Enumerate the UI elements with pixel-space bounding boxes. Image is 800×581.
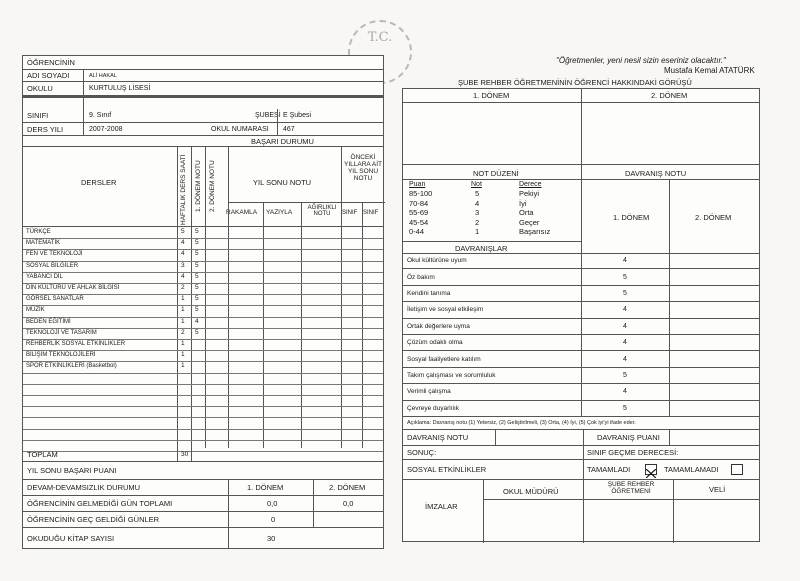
subject-term1-grade: 5 — [195, 261, 199, 269]
behavior-label: Çözüm odaklı olma — [407, 339, 463, 347]
courses-header: DERSLER — [81, 178, 117, 187]
year-value: 2007-2008 — [89, 125, 123, 133]
subject-row — [23, 305, 385, 316]
behavior-label: Sosyal faaliyetlere katılım — [407, 355, 481, 363]
subject-hours: 3 — [181, 261, 185, 269]
absent-days-t2: 0,0 — [343, 499, 354, 508]
class1-header: SINIF — [342, 210, 358, 216]
year-end-score-label: YIL SONU BAŞARI PUANI — [27, 466, 117, 475]
subject-hours: 2 — [181, 328, 185, 336]
school-label: OKULU — [27, 84, 53, 93]
subject-name: DİN KÜLTÜRÜ VE AHLAK BİLGİSİ — [26, 285, 120, 291]
behavior-label: Verimli çalışma — [407, 388, 451, 396]
grading-title: NOT DÜZENİ — [473, 169, 519, 178]
late-days-label: ÖĞRENCİNİN GEÇ GELDİĞİ GÜNLER — [27, 515, 160, 524]
subject-name: FEN VE TEKNOLOJİ — [26, 251, 83, 258]
number-value: 467 — [283, 125, 295, 133]
grading-points: 45-54 — [409, 217, 429, 227]
result-label: SONUÇ: — [407, 448, 437, 457]
subject-hours: 1 — [181, 317, 185, 325]
subject-term1-grade: 5 — [195, 250, 199, 258]
grading-points: 70-84 — [409, 198, 429, 208]
attendance-term2: 2. DÖNEM — [329, 483, 366, 492]
subject-row — [23, 339, 385, 350]
attendance-label: DEVAM-DEVAMSIZLIK DURUMU — [27, 483, 141, 492]
behavior-term1-grade: 4 — [623, 257, 627, 265]
subject-term1-grade: 5 — [195, 272, 199, 280]
subject-row — [23, 227, 385, 238]
name-value: ALİ HAKAL — [89, 72, 117, 79]
behavior-term1-grade: 4 — [623, 306, 627, 314]
behaviors-section: DAVRANIŞLAR — [455, 244, 508, 253]
behavior-note-label: DAVRANIŞ NOTU — [407, 433, 469, 442]
guidance-term2: 2. DÖNEM — [651, 91, 688, 100]
behavior-term1: 1. DÖNEM — [613, 213, 650, 222]
grading-points: 0-44 — [409, 227, 425, 236]
behavior-grade-title: DAVRANIŞ NOTU — [625, 169, 687, 178]
subject-row — [23, 238, 385, 249]
subject-row — [23, 317, 385, 328]
behavior-term1-grade: 4 — [623, 388, 627, 396]
grading-grade: 2 — [475, 217, 480, 227]
grading-grade: 4 — [475, 198, 480, 208]
grading-degree: Pekiyi — [519, 189, 540, 198]
class-value: 9. Sınıf — [89, 112, 112, 119]
behavior-label: Çevreye duyarlılık — [407, 404, 460, 412]
subject-name: YABANCI DİL — [26, 273, 63, 280]
subject-hours: 1 — [181, 362, 185, 370]
subject-row — [23, 361, 385, 372]
subject-name: REHBERLİK SOSYAL ETKİNLİKLER — [26, 341, 126, 347]
behavior-label: Takım çalışması ve sorumluluk — [407, 371, 496, 379]
behavior-term1-grade: 4 — [623, 322, 627, 330]
written-header: YAZIYLA — [266, 209, 293, 216]
subject-term1-grade: 5 — [195, 228, 199, 235]
behavior-term2: 2. DÖNEM — [695, 213, 732, 222]
subject-name: MATEMATİK — [26, 240, 61, 247]
behavior-term1-grade: 5 — [623, 273, 627, 281]
behavior-term1-grade: 4 — [623, 355, 627, 363]
behavior-term1-grade: 5 — [623, 289, 627, 297]
branch-value: E Şubesi — [283, 112, 312, 119]
subject-name: GÖRSEL SANATLAR — [26, 296, 84, 303]
subject-hours: 1 — [181, 306, 185, 314]
subject-row — [23, 294, 385, 305]
quote-author: Mustafa Kemal ATATÜRK — [664, 66, 755, 75]
subject-hours: 4 — [181, 272, 185, 280]
grading-degree-header: Derece — [519, 181, 542, 188]
grading-points: 55-69 — [409, 208, 429, 217]
promotion-label: SINIF GEÇME DERECESİ: — [587, 448, 679, 457]
term2-header: 2. DÖNEM NOTU — [209, 160, 216, 212]
absent-days-label: ÖĞRENCİNİN GELMEDİĞİ GÜN TOPLAMI — [27, 499, 173, 508]
subject-name: TÜRKÇE — [26, 229, 51, 235]
books-label: OKUDUĞU KİTAP SAYISI — [27, 534, 115, 543]
student-grades-panel — [22, 55, 384, 549]
numeric-header: RAKAMLA — [226, 209, 258, 216]
absent-days-t1: 0,0 — [267, 499, 278, 508]
not-completed-checkbox[interactable] — [731, 464, 743, 475]
checked-x-icon — [646, 469, 656, 478]
subject-hours: 4 — [181, 250, 185, 258]
branch-label: ŞUBESİ — [255, 112, 281, 119]
behavior-label: Öz bakım — [407, 273, 435, 281]
subject-row — [23, 272, 385, 283]
behavior-label: Ortak değerlere uyma — [407, 322, 470, 330]
subject-row — [23, 283, 385, 294]
guardian-label: VELİ — [709, 485, 726, 494]
behavior-label: Kendini tanıma — [407, 289, 451, 297]
class-label: SINIFI — [27, 111, 49, 120]
subject-hours: 1 — [181, 340, 185, 347]
grades-section-title: BAŞARI DURUMU — [251, 136, 314, 146]
year-label: DERS YILI — [27, 124, 64, 134]
subject-hours: 4 — [181, 239, 185, 247]
subject-name: BEDEN EĞİTİMİ — [26, 318, 71, 325]
grading-grade: 1 — [475, 227, 480, 236]
subject-term1-grade: 4 — [195, 317, 199, 325]
subject-hours: 2 — [181, 284, 185, 291]
grading-points: 85-100 — [409, 189, 433, 198]
official-stamp: T.C. — [348, 20, 412, 84]
signatures-label: İMZALAR — [425, 502, 458, 511]
subject-term1-grade: 5 — [195, 239, 199, 247]
grading-degree: İyi — [519, 198, 527, 208]
name-label: ADI SOYADI — [27, 71, 70, 80]
guidance-term1: 1. DÖNEM — [473, 91, 510, 100]
subject-name: BİLİŞİM TEKNOLOJİLERİ — [26, 352, 96, 359]
behavior-points-label: DAVRANIŞ PUANI — [597, 433, 660, 442]
subject-hours: 1 — [181, 295, 185, 303]
principal-label: OKUL MÜDÜRÜ — [503, 487, 559, 496]
ataturk-quote: "Öğretmenler, yeni nesil sizin eseriniz olacaktır." — [556, 56, 726, 65]
not-completed-label: TAMAMLAMADI — [664, 465, 719, 474]
subject-hours: 1 — [181, 351, 185, 359]
subject-hours: 5 — [181, 228, 185, 235]
total-hours: 30 — [181, 451, 189, 458]
behavior-note: Açıklama: Davranış notu (1) Yetersiz, (2) Geliştirilmeli, (3) Orta, (4) İyi, (5) Çok iyi'yi ifade eder. — [407, 420, 636, 426]
behavior-label: Okul kültürüne uyum — [407, 257, 467, 265]
subject-row — [23, 249, 385, 260]
subject-name: SPOR ETKİNLİKLERİ (Basketbol) — [26, 363, 117, 370]
behavior-term1-grade: 5 — [623, 371, 627, 379]
grading-points-header: Puan — [409, 181, 426, 188]
grading-degree: Geçer — [519, 217, 540, 227]
subject-term1-grade: 5 — [195, 306, 199, 314]
year-end-header: YIL SONU NOTU — [253, 178, 312, 187]
subject-term1-grade: 5 — [195, 295, 199, 303]
weekly-hours-header: HAFTALIK DERS SAATİ — [180, 154, 187, 226]
teacher-label: ŞUBE REHBER ÖĞRETMENİ — [607, 481, 655, 495]
subject-row — [23, 328, 385, 339]
grading-degree: Başarısız — [519, 227, 551, 236]
subject-term1-grade: 5 — [195, 328, 199, 336]
number-label: OKUL NUMARASI — [211, 125, 269, 133]
attendance-term1: 1. DÖNEM — [247, 483, 284, 492]
subject-name: SOSYAL BİLGİLER — [26, 262, 79, 269]
behavior-label: İletişim ve sosyal etkileşim — [407, 306, 484, 314]
guidance-behavior-panel — [402, 88, 760, 542]
weighted-header: AĞIRLIKLI NOTU — [307, 205, 337, 217]
grading-grade: 3 — [475, 208, 480, 217]
late-days-t1: 0 — [271, 515, 276, 524]
completed-label: TAMAMLADI — [587, 465, 631, 474]
grading-degree: Orta — [519, 208, 534, 217]
subject-row — [23, 261, 385, 272]
term1-header: 1. DÖNEM NOTU — [195, 160, 202, 212]
subject-name: MÜZİK — [26, 307, 45, 314]
behavior-term1-grade: 4 — [623, 339, 627, 347]
grading-grade-header: Not — [471, 181, 482, 188]
class2-header: SINIF — [363, 210, 379, 216]
subject-row — [23, 350, 385, 361]
subject-name: TEKNOLOJİ VE TASARIM — [26, 329, 97, 336]
grading-grade: 5 — [475, 189, 480, 198]
subject-term1-grade: 5 — [195, 284, 199, 291]
total-label: TOPLAM — [27, 450, 58, 459]
social-activities-label: SOSYAL ETKİNLİKLER — [407, 465, 487, 474]
prev-years-header: ÖNCEKİ YILLARA AİT YIL SONU NOTU — [344, 154, 382, 182]
guidance-title: ŞUBE REHBER ÖĞRETMENİNİN ÖĞRENCİ HAKKINDAKİ GÖRÜŞÜ — [458, 78, 692, 87]
student-section-title: ÖĞRENCİNİN — [27, 58, 75, 67]
completed-checkbox[interactable] — [645, 464, 657, 475]
behavior-term1-grade: 5 — [623, 404, 627, 412]
school-value: KURTULUŞ LİSESİ — [89, 85, 151, 92]
books-t1: 30 — [267, 534, 276, 543]
